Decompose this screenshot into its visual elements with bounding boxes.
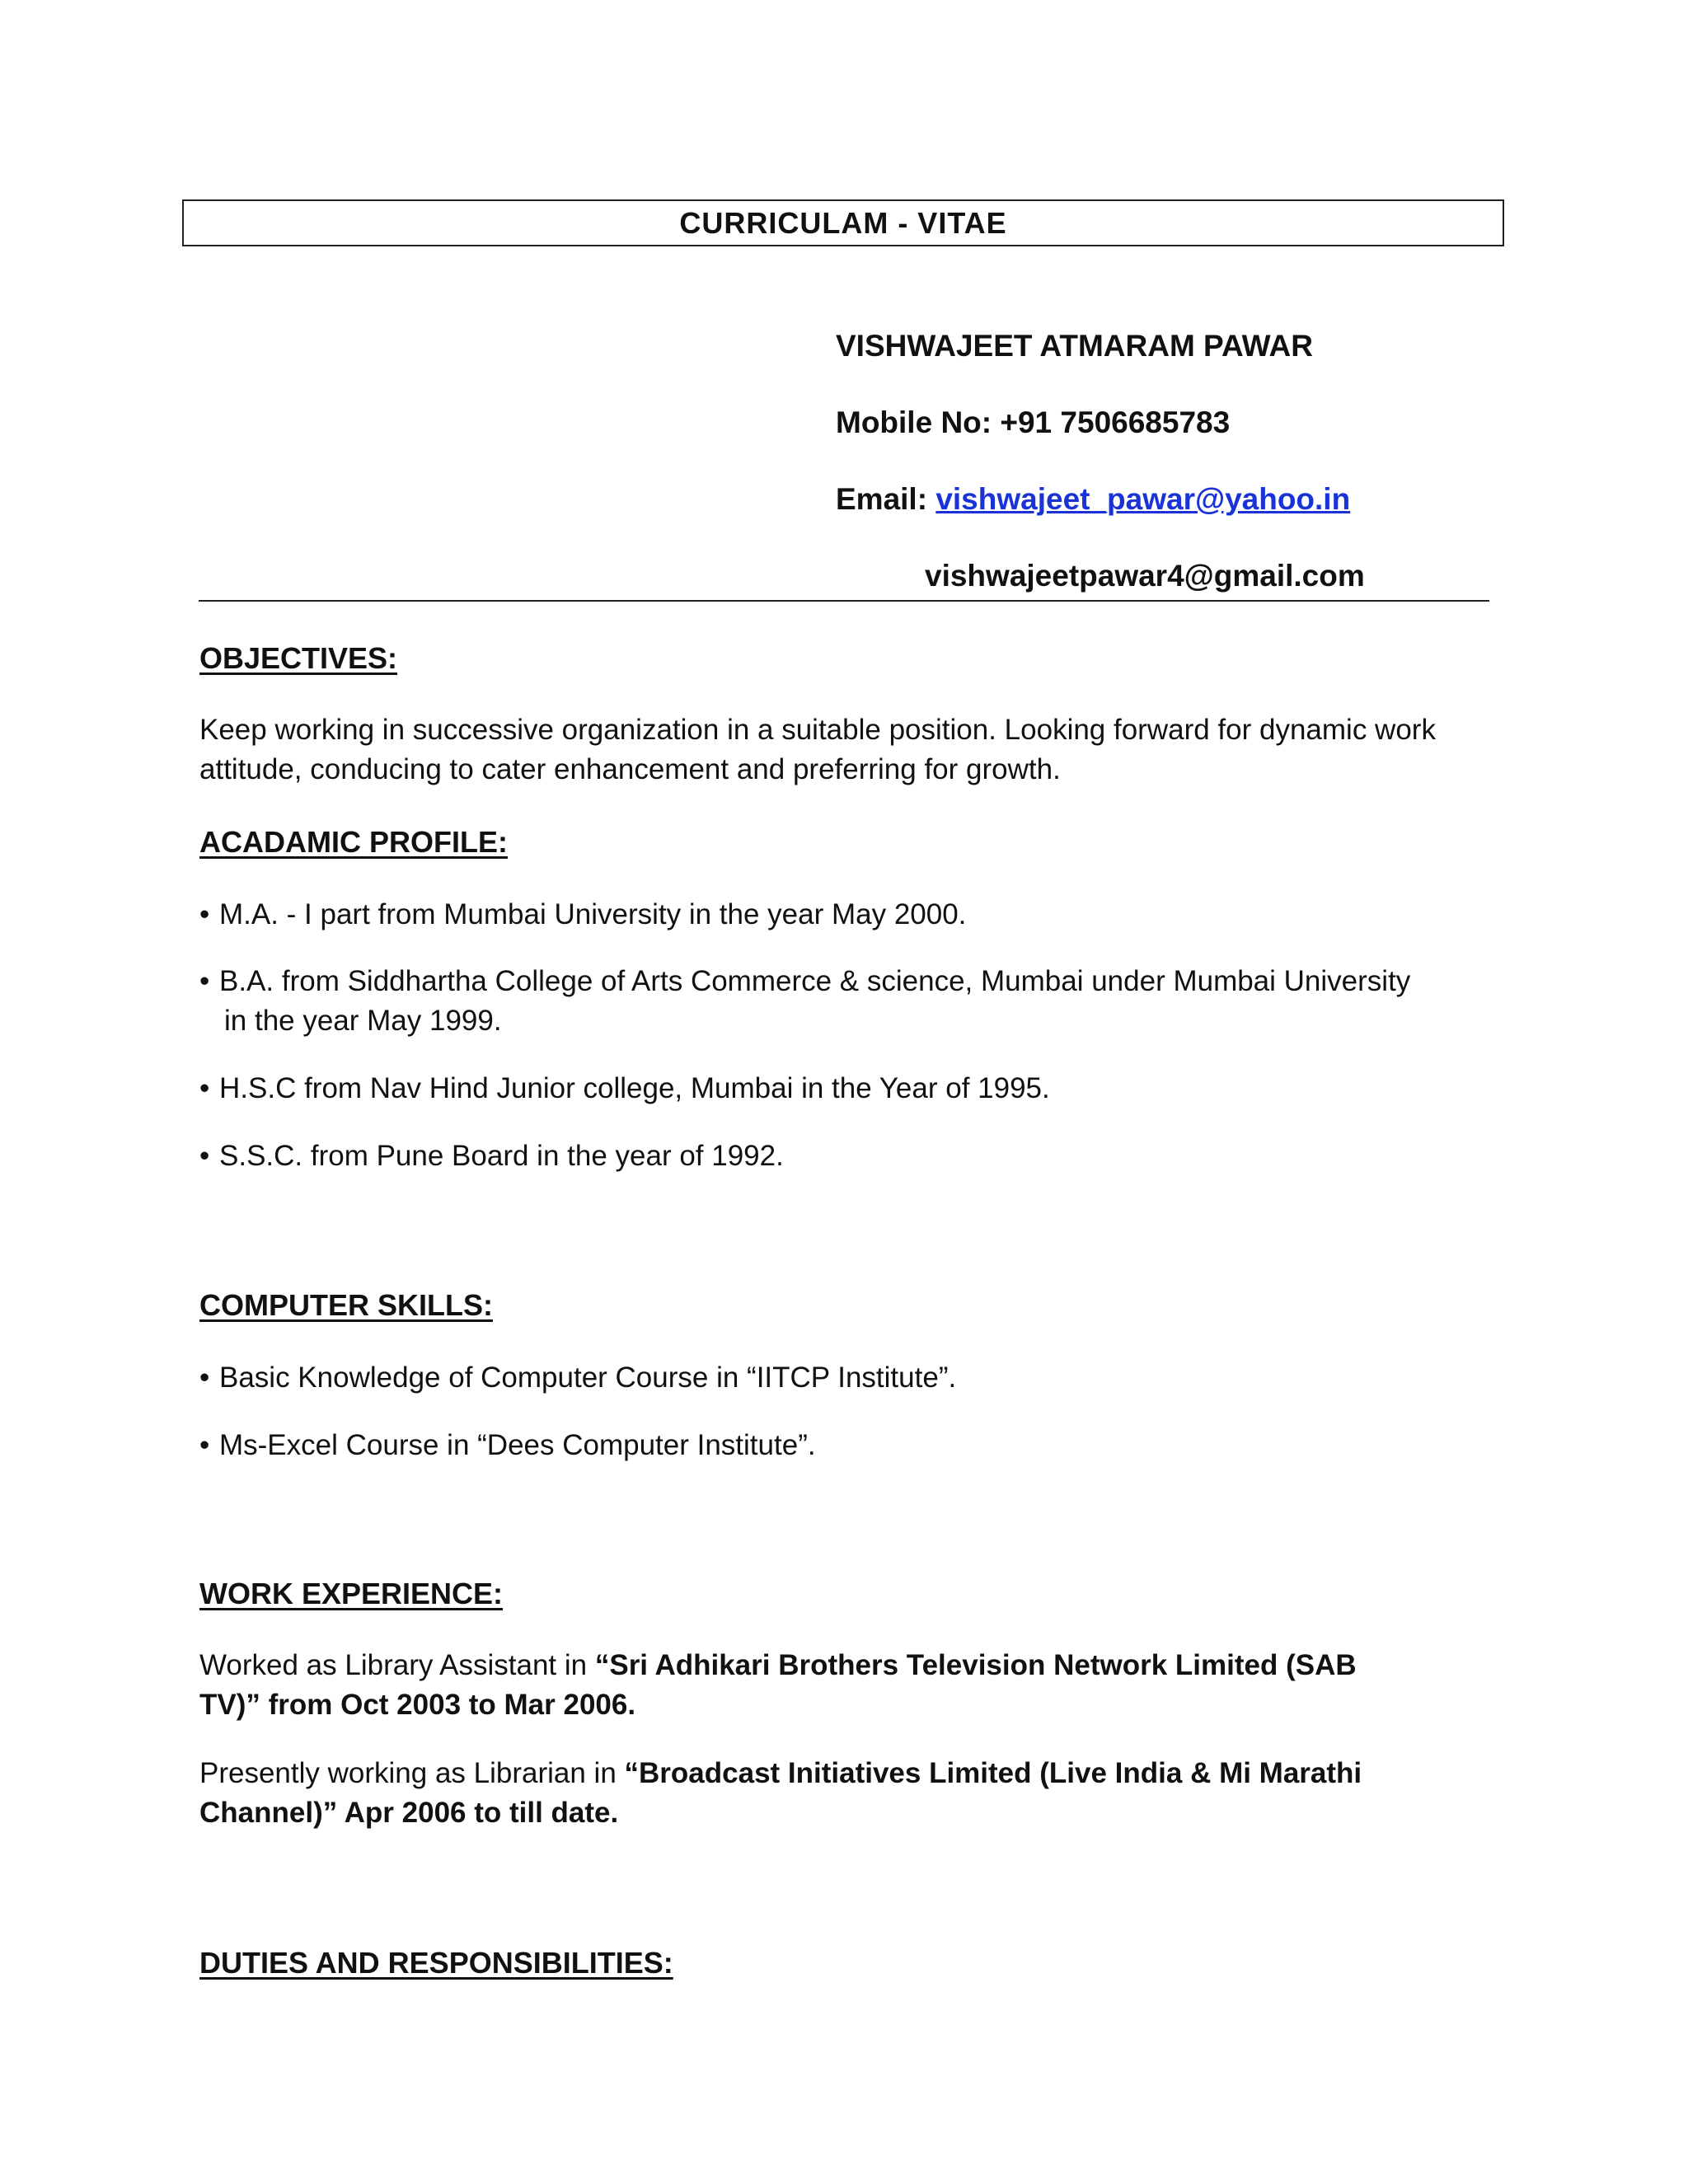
work-entry-employer: “Broadcast Initiatives Limited (Live India & Mi Marathi [624,1757,1362,1789]
work-entry-period: Channel)” Apr 2006 to till date. [199,1797,619,1829]
bullet-icon: • [199,898,210,930]
bullet-icon: • [199,1429,210,1461]
academic-item [199,1069,1502,1108]
bullet-icon: • [199,1140,210,1172]
bullet-icon: • [199,965,210,997]
academic-item [199,1137,1502,1176]
objectives-heading: OBJECTIVES: [199,641,398,675]
email-line [836,481,1350,518]
skill-item [199,1358,1502,1398]
mobile-number: +91 7506685783 [1000,405,1231,439]
email-label: Email: [836,482,928,516]
academic-item [199,962,1502,1041]
header-divider [199,600,1489,602]
skill-item-text: Basic Knowledge of Computer Course in “IITCP Institute”. [219,1361,957,1394]
duties-heading: DUTIES AND RESPONSIBILITIES: [199,1946,673,1980]
academic-item [199,895,1502,935]
academic-item-continuation: in the year May 1999. [224,1005,502,1037]
skill-item-text: Ms-Excel Course in “Dees Computer Institute”. [219,1429,816,1461]
objectives-text: Keep working in successive organization in a suitable position. Looking forward for dynamic work attitude, conducing to cater enhancement and preferring for growth. [199,714,1436,785]
academic-item-text: S.S.C. from Pune Board in the year of 1992. [219,1140,784,1172]
academic-item-text: M.A. - I part from Mumbai University in the year May 2000. [219,898,967,930]
work-entry-period: TV)” from Oct 2003 to Mar 2006. [199,1689,636,1721]
work-entry-prefix: Presently working as Librarian in [199,1757,625,1789]
skill-item [199,1426,1502,1465]
computer-skills-heading: COMPUTER SKILLS: [199,1288,493,1322]
mobile-label: Mobile No: [836,405,992,439]
work-entry [199,1646,1485,1725]
bullet-icon: • [199,1072,210,1104]
work-entry-employer: “Sri Adhikari Brothers Television Network Limited (SAB [594,1649,1357,1681]
academic-heading: ACADAMIC PROFILE: [199,825,508,859]
email-primary-link[interactable]: vishwajeet_pawar@yahoo.in [935,482,1351,516]
academic-item-text: H.S.C from Nav Hind Junior college, Mumbai in the Year of 1995. [219,1072,1050,1104]
work-experience-heading: WORK EXPERIENCE: [199,1577,504,1610]
document-title: CURRICULAM - VITAE [182,199,1504,246]
academic-item-text: B.A. from Siddhartha College of Arts Commerce & science, Mumbai under Mumbai University [219,965,1411,997]
work-entry [199,1754,1485,1833]
email-secondary: vishwajeetpawar4@gmail.com [925,559,1365,593]
bullet-icon: • [199,1361,210,1394]
mobile-line [836,405,1230,441]
candidate-name: VISHWAJEET ATMARAM PAWAR [836,329,1313,363]
work-entry-prefix: Worked as Library Assistant in [199,1649,595,1681]
